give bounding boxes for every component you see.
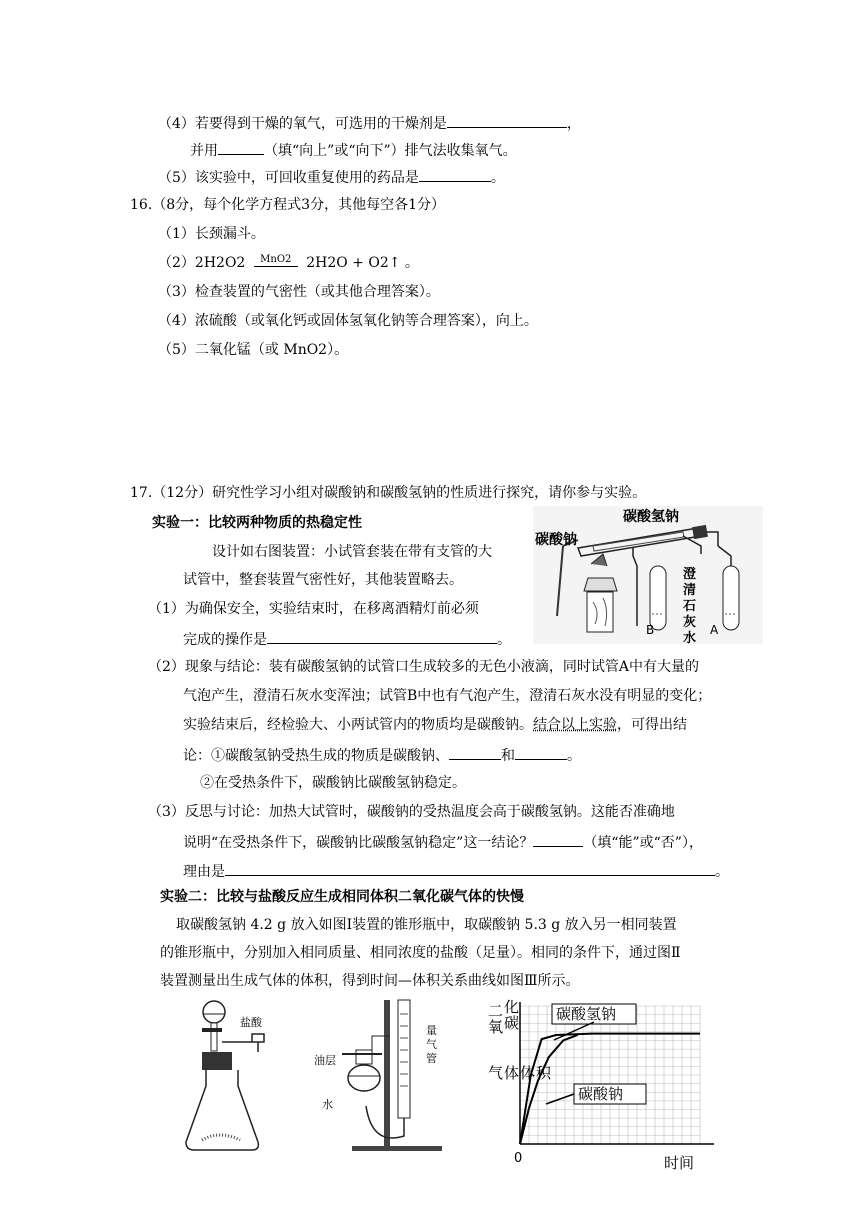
answer-blank[interactable] bbox=[218, 140, 264, 155]
y-axis-label-char: 碳 bbox=[504, 1014, 520, 1032]
tube-a-label: A bbox=[710, 623, 719, 637]
q15-line-5: （5）该实验中，可回收重复使用的药品是 。 bbox=[158, 167, 505, 187]
q15-line-4a: （4）若要得到干燥的氧气，可选用的干燥剂是 ， bbox=[158, 113, 581, 133]
series-label-pointer bbox=[546, 1094, 574, 1104]
catalyst-arrow: MnO2 bbox=[254, 259, 298, 267]
experiment-2-title: 实验二：比较与盐酸反应生成相同体积二氧化碳气体的快慢 bbox=[160, 889, 524, 905]
y-axis-label-char: 体 bbox=[520, 1064, 536, 1082]
q15-line-4b: 并用 （填“向上”或“向下”）排气法收集氧气。 bbox=[190, 140, 517, 160]
water-label: 水 bbox=[322, 1098, 333, 1111]
y-axis-label-char: 氧 bbox=[488, 1018, 504, 1036]
answer-blank[interactable] bbox=[419, 167, 491, 182]
tube-b-label: B bbox=[646, 623, 655, 637]
acid-flask-figure bbox=[180, 996, 290, 1154]
gas-measuring-figure bbox=[312, 996, 452, 1154]
q16-answer-4: （4）浓硫酸（或氧化钙或固体氢氧化钠等合理答案），向上。 bbox=[158, 313, 538, 329]
limewater-char-5: 水 bbox=[683, 631, 697, 644]
q16-answer-1: （1）长颈漏斗。 bbox=[158, 226, 265, 242]
q17-part-1a: （1）为确保安全，实验结束时，在移离酒精灯前必须 bbox=[148, 601, 479, 617]
oil-layer-label: 油层 bbox=[314, 1054, 336, 1067]
q17-part-3-line-1: （3）反思与讨论：加热大试管时，碳酸钠的受热温度会高于碳酸氢钠。这能否准确地 bbox=[148, 804, 675, 820]
limewater-char-4: 灰 bbox=[683, 615, 697, 630]
exp2-desc-2: 的锥形瓶中，分别加入相同质量、相同浓度的盐酸（足量）。相同的条件下，通过图Ⅱ bbox=[160, 945, 681, 961]
answer-blank[interactable] bbox=[533, 832, 583, 847]
gas-tube-char-3: 管 bbox=[426, 1052, 437, 1065]
limewater-char-3: 石 bbox=[683, 599, 697, 614]
exp1-desc-2: 试管中，整套装置气密性好，其他装置略去。 bbox=[183, 572, 463, 588]
origin-label: 0 bbox=[514, 1151, 523, 1166]
experiment-1-title: 实验一：比较两种物质的热稳定性 bbox=[152, 515, 362, 531]
nahco3-label: 碳酸氢钠 bbox=[623, 509, 679, 525]
q17-part-3-line-3: 理由是 。 bbox=[183, 861, 729, 881]
q17-part-2-line-3: 实验结束后，经检验大、小两试管内的物质均是碳酸钠。结合以上实验，可得出结 bbox=[183, 717, 687, 733]
gas-tube-char-2: 气 bbox=[426, 1038, 437, 1051]
q17-part-2-line-5: ②在受热条件下，碳酸钠比碳酸氢钠稳定。 bbox=[200, 775, 466, 791]
y-axis-label-char: 二 bbox=[488, 1002, 504, 1020]
exp2-desc-3: 装置测量出生成气体的体积，得到时间—体积关系曲线如图Ⅲ所示。 bbox=[160, 973, 580, 989]
answer-blank[interactable] bbox=[447, 113, 567, 128]
answer-blank[interactable] bbox=[449, 745, 501, 760]
q17-part-2-line-2: 气泡产生，澄清石灰水变浑浊；试管B中也有气泡产生，澄清石灰水没有明显的变化； bbox=[183, 688, 712, 704]
na2co3-label: 碳酸钠 bbox=[535, 532, 577, 548]
heating-apparatus-figure bbox=[533, 506, 763, 644]
q16-answer-3: （3）检查装置的气密性（或其他合理答案）。 bbox=[158, 284, 440, 300]
limewater-char-1: 澄 bbox=[683, 567, 697, 582]
answer-blank[interactable] bbox=[515, 745, 567, 760]
series-label: 碳酸钠 bbox=[578, 1085, 624, 1103]
exp2-desc-1: 取碳酸氢钠 4.2 g 放入如图Ⅰ装置的锥形瓶中，取碳酸钠 5.3 g 放入另一相同装置 bbox=[176, 917, 677, 933]
y-axis-label-char: 气 bbox=[488, 1064, 504, 1082]
volume-time-chart bbox=[482, 996, 722, 1176]
series-label: 碳酸氢钠 bbox=[556, 1005, 617, 1023]
q17-heading: 17.（12分）研究性学习小组对碳酸钠和碳酸氢钠的性质进行探究，请你参与实验。 bbox=[130, 485, 647, 501]
answer-blank[interactable] bbox=[225, 861, 715, 876]
q17-part-1b: 完成的操作是 。 bbox=[183, 629, 511, 649]
hydrochloric-acid-label: 盐酸 bbox=[240, 1016, 262, 1029]
q16-heading: 16.（8分，每个化学方程式3分，其他每空各1分） bbox=[130, 197, 445, 213]
q17-part-3-line-2: 说明“在受热条件下，碳酸钠比碳酸氢钠稳定”这一结论？ （填“能”或“否”）， bbox=[183, 832, 703, 852]
q17-part-2-line-4: 论：①碳酸氢钠受热生成的物质是碳酸钠、 和 。 bbox=[183, 745, 581, 765]
y-axis-label-char: 积 bbox=[536, 1064, 552, 1082]
gas-tube-char-1: 量 bbox=[426, 1024, 437, 1037]
x-axis-label: 时间 bbox=[664, 1154, 695, 1172]
limewater-char-2: 清 bbox=[683, 583, 697, 598]
exp1-desc-1: 设计如右图装置：小试管套装在带有支管的大 bbox=[212, 544, 492, 560]
q16-answer-5: （5）二氧化锰（或 MnO2）。 bbox=[158, 342, 349, 358]
y-axis-label-char: 化 bbox=[504, 998, 520, 1016]
answer-blank[interactable] bbox=[267, 629, 497, 644]
q17-part-2-line-1: （2）现象与结论：装有碳酸氢钠的试管口生成较多的无色小液滴，同时试管A中有大量的 bbox=[148, 659, 700, 675]
y-axis-label-char: 体 bbox=[504, 1064, 520, 1082]
q16-answer-2: （2）2H2O2 MnO2 2H2O + O2↑ 。 bbox=[158, 254, 419, 271]
